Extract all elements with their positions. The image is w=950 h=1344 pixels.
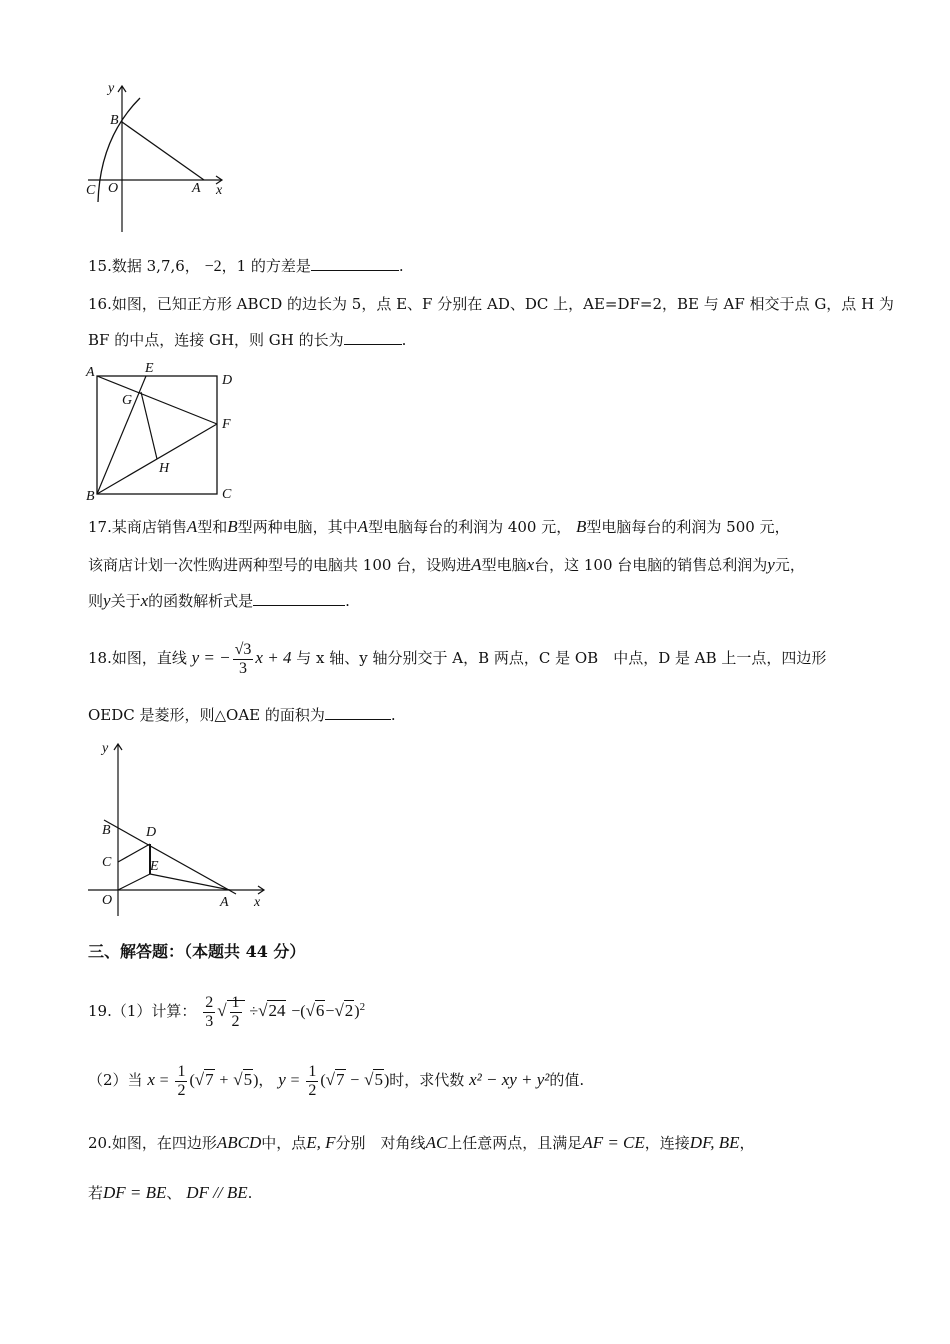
answer-blank-16[interactable] xyxy=(344,330,402,345)
label-c: C xyxy=(86,183,96,198)
question-17-line-3: 则y关于x的函数解析式是 . xyxy=(88,591,350,610)
label-o: O xyxy=(102,893,113,908)
question-16-line-1: 16.如图，已知正方形 ABCD 的边长为 5，点 E、F 分别在 AD、DC 上，AE=DF=2，BE 与 AF 相交于点 G，点 H 为 xyxy=(88,295,894,313)
label-a: A xyxy=(192,181,201,196)
segment-gh xyxy=(141,392,157,459)
label-e: E xyxy=(150,859,159,874)
figure-q18 xyxy=(84,738,274,918)
segment-ea xyxy=(150,874,230,890)
label-c: C xyxy=(102,855,112,870)
label-a: A xyxy=(86,365,95,380)
label-b: B xyxy=(110,113,119,128)
question-16-line-2: BF 的中点，连接 GH，则 GH 的长为 . xyxy=(88,331,407,349)
question-19-part-1: 19.（1）计算： $\frac{2}{3}$ √ $\frac{1}{2}$ $\div√24 -(√6-√2)^2$ xyxy=(88,993,366,1030)
segment-af xyxy=(97,376,217,424)
label-c: C xyxy=(222,487,232,502)
label-d: D xyxy=(222,373,233,388)
question-17-line-1: 17.某商店销售A型和B型两种电脑，其中A型电脑每台的利润为 400 元， B型电脑每台的利润为 500 元， xyxy=(88,517,790,536)
question-18-line-1: 18.如图，直线 y = − $\frac{√3}{3}$ x + 4 与 x 轴、y 轴分别交于 A，B 两点，C 是 OB 中点，D 是 AB 上一点，四边形 xyxy=(88,640,827,677)
line-ab xyxy=(104,820,236,894)
answer-blank-15[interactable] xyxy=(311,256,399,271)
sqrt-one-half: √ $\frac{1}{2}$ xyxy=(217,1000,244,1020)
figure-q16 xyxy=(82,360,242,505)
segment-oe xyxy=(118,874,150,890)
label-y: y xyxy=(108,81,115,96)
curve-arc xyxy=(98,98,140,202)
segment-cd xyxy=(118,844,150,862)
label-x: x xyxy=(254,895,261,910)
answer-blank-18[interactable] xyxy=(325,705,391,720)
fraction-sqrt3-over-3: $\frac{√3}{3}$ xyxy=(234,640,252,677)
label-x: x xyxy=(216,183,223,198)
label-b: B xyxy=(102,823,111,838)
question-15: 15.数据 3,7,6， −2，1 的方差是 . xyxy=(88,257,404,275)
segment-ba xyxy=(122,122,204,180)
label-h: H xyxy=(159,461,170,476)
figure-q14 xyxy=(80,78,230,238)
question-19-part-2: （2）当 x = $\frac{1}{2}$ (√7 + √5)， y = $\frac{1}{2}$ (√7 − √5)时，求代数 x² − xy + y²的值. xyxy=(88,1062,585,1099)
question-20-line-2: 若DF = BE、 DF // BE. xyxy=(88,1183,253,1202)
label-o: O xyxy=(108,181,119,196)
question-17-line-2: 该商店计划一次性购进两种型号的电脑共 100 台，设购进A型电脑x台，这 100 台电脑的销售总利润为y元， xyxy=(88,555,805,574)
label-y: y xyxy=(102,741,109,756)
question-20-line-1: 20.如图，在四边形ABCD中，点E, F分别 对角线AC上任意两点，且满足AF = CE，连接DF, BE， xyxy=(88,1133,755,1152)
label-g: G xyxy=(122,393,133,408)
label-a: A xyxy=(220,895,229,910)
label-d: D xyxy=(146,825,157,840)
question-18-line-2: OEDC 是菱形，则△OAE 的面积为 . xyxy=(88,706,396,724)
label-f: F xyxy=(222,417,231,432)
label-e: E xyxy=(145,361,154,376)
answer-blank-17[interactable] xyxy=(253,591,345,606)
section-heading: 三、解答题：（本题共 44 分） xyxy=(88,942,306,961)
label-b: B xyxy=(86,489,95,504)
